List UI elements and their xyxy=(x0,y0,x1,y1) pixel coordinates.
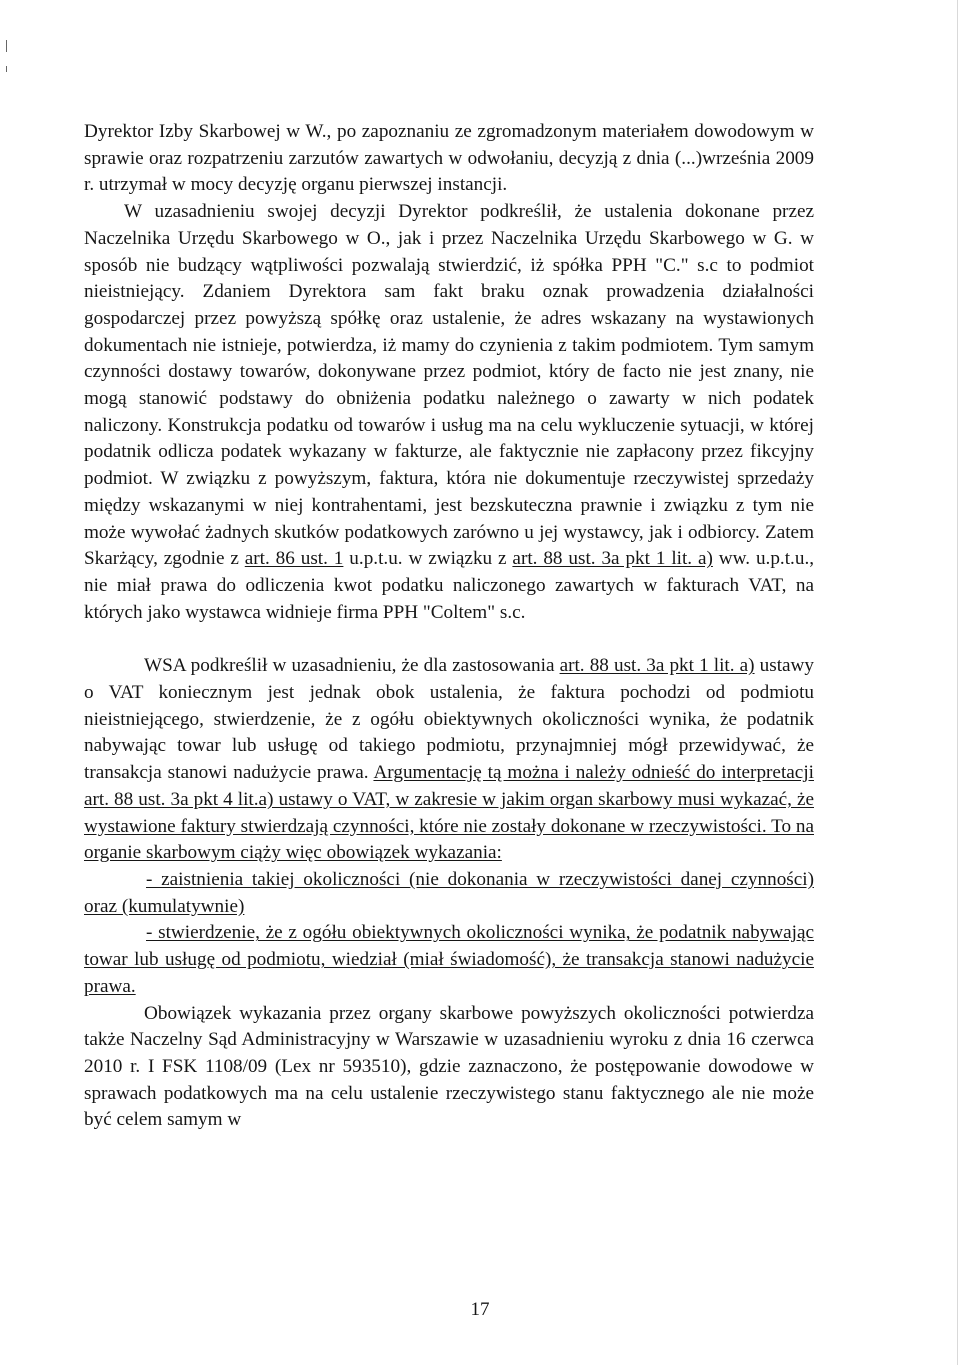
law-reference-art-86: art. 86 ust. 1 xyxy=(244,548,344,570)
scan-mark-left xyxy=(6,66,7,72)
document-body xyxy=(84,119,814,1134)
paragraph-gap xyxy=(84,626,814,653)
law-reference-art-88: art. 88 ust. 3a pkt 1 lit. a) xyxy=(512,548,713,570)
obligation-item-second: - stwierdzenie, że z ogółu obiektywnych okoliczności wynika, że podatnik nabywając towar lub usługę od podmiotu, wiedział (miał świadomość), że transakcja stanowi nadużycie prawa. xyxy=(84,922,814,997)
law-reference-art-88-wsa: art. 88 ust. 3a pkt 1 lit. a) xyxy=(559,655,755,677)
paragraph-director-reasoning-text: W uzasadnieniu swojej decyzji Dyrektor podkreślił, że ustalenia dokonane przez Naczelnika Urzędu Skarbowego w O., jak i przez Naczelnika Urzędu Skarbowego w G. w sposób nie budzący wątpliwości pozwalają stwierdzić, iż spółka PPH "C." s.c to podmiot nieistniejący. Zdaniem Dyrektora sam fakt braku oznak prowadzenia działalności gospodarczej przez powyższą spółkę oraz ustalenie, że adres wskazany na wystawionych dokumentach nie istnieje, potwierdza, iż mamy do czynienia z takim podmiotem. Tym samym czynności dostawy towarów, dokonywane przez podmiot, który de facto nie jest znany, nie mogą stanowić podstawy do obniżenia podatku należnego o zawarty w nich podatek naliczony. Konstrukcja podatku od towarów i usług ma na celu wykluczenie sytuacji, w której podatnik odlicza podatek wykazany w fakturze, ale faktycznie nie zapłacony przez fikcyjny podmiot. W związku z powyższym, faktura, która nie dokumentuje rzeczywistej sprzedaży między wskazanymi w niej kontrahentami, jest bezskuteczna prawnie i związku z tym nie może wywołać żadnych skutków podatkowych zarówno u jej wystawcy, jak i odbiorcy. Zatem Skarżący, zgodnie z xyxy=(84,201,814,570)
paragraph-director-reasoning-end: ww. u.p.t.u., nie miał prawa do odliczenia kwot podatku naliczonego zawartych w fakturach VAT, na których jako wystawca widnieje firma PPH "Coltem" s.c. xyxy=(84,548,815,623)
paragraph-director-reasoning-mid: u.p.t.u. w związku z xyxy=(349,548,507,570)
paragraph-decision-summary: Dyrektor Izby Skarbowej w W., po zapoznaniu ze zgromadzonym materiałem dowodowym w sprawie oraz rozpatrzeniu zarzutów zawartych w odwołaniu, decyzją z dnia (...)września 2009 r. utrzymał w mocy decyzję organu pierwszej instancji. xyxy=(84,121,814,196)
paragraph-wsa-reasoning xyxy=(84,653,814,867)
underlined-argument: Argumentację tą można i należy odnieść do interpretacji art. 88 ust. 3a pkt 4 lit.a) ustawy o VAT, w zakresie w jakim organ skarbowy musi wykazać, że wystawione faktury stwierdzają czynności, które nie zostały dokonane w rzeczywistości. To na organie skarbowym ciąży więc obowiązek wykazania: xyxy=(84,762,814,864)
scan-right-edge xyxy=(957,0,958,1365)
paragraph-nsa-confirmation: Obowiązek wykazania przez organy skarbowe powyższych okoliczności potwierdza także Naczelny Sąd Administracyjny w Warszawie w uzasadnieniu wyroku z dnia 16 czerwca 2010 r. I FSK 1108/09 (Lex nr 593510), gdzie zaznaczono, że postępowanie dowodowe w sprawach podatkowych ma na celu ustalenie rzeczywistego stanu faktycznego ale nie może być celem samym w xyxy=(84,1002,814,1131)
paragraph-wsa-start: WSA podkreślił w uzasadnieniu, że dla zastosowania xyxy=(144,655,555,677)
scan-mark-top-left xyxy=(6,40,7,52)
paragraph-wsa-mid: ustawy o VAT koniecznym jest jednak obok ustalenia, że faktura pochodzi od podmiotu nieistniejącego, stwierdzenie, że z ogółu obiektywnych okoliczności wynika, że podatnik nabywając towar lub usługę od takiego podmiotu, przynajmniej mógł przewidywać, że transakcja stanowi nadużycie prawa. xyxy=(84,655,814,784)
paragraph-director-reasoning xyxy=(84,199,814,626)
obligation-item-first: - zaistnienia takiej okoliczności (nie dokonania w rzeczywistości danej czynności) oraz (kumulatywnie) xyxy=(84,868,814,917)
page-number: 17 xyxy=(470,1299,490,1320)
